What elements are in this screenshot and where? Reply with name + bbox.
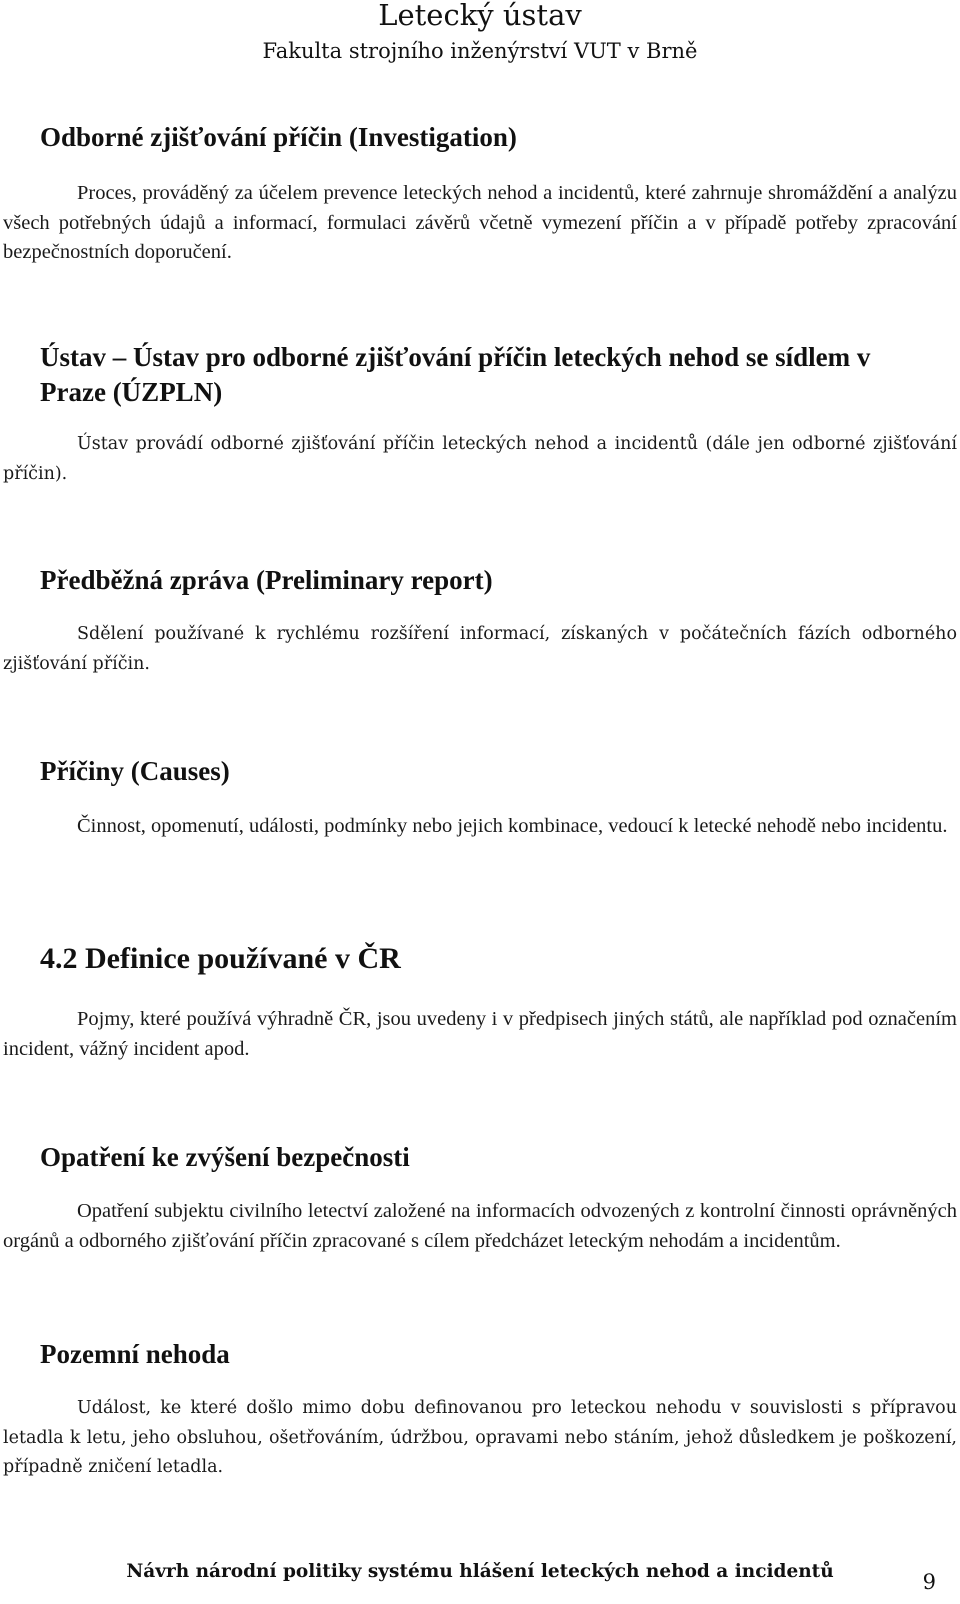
- document-title: Letecký ústav: [378, 0, 582, 32]
- section-text-ground-accident: Událost, ke které došlo mimo dobu definovanou pro leteckou nehodu v souvislosti s přípravou letadla k letu, jeho obsluhou, ošetřováním, údržbou, opravami nebo stáním, jehož důsledkem je poškození, případně zničení letadla.: [3, 1398, 957, 1477]
- section-text-definitions-cr: Pojmy, které používá výhradně ČR, jsou uvedeny i v předpisech jiných států, ale například pod označením incident, vážný incident apod.: [3, 1008, 957, 1060]
- section-heading-preliminary-report: Předběžná zpráva (Preliminary report): [40, 565, 493, 595]
- section-heading-definitions-cr: 4.2 Definice používané v ČR: [40, 942, 401, 975]
- footer-title: Návrh národní politiky systému hlášení leteckých nehod a incidentů: [126, 1561, 834, 1582]
- section-text-safety-measures: Opatření subjektu civilního letectví založené na informacích odvozených z kontrolní činnosti oprávněných orgánů a odborného zjišťování příčin zpracované s cílem předcházet leteckým nehodám a incidentům.: [3, 1200, 957, 1252]
- section-heading-ground-accident: Pozemní nehoda: [40, 1339, 230, 1369]
- section-heading-investigation: Odborné zjišťování příčin (Investigation): [40, 122, 517, 152]
- section-heading-safety-measures: Opatření ke zvýšení bezpečnosti: [40, 1142, 410, 1172]
- section-text-uzpln: Ústav provádí odborné zjišťování příčin leteckých nehod a incidentů (dále jen odborné zjišťování příčin).: [3, 434, 957, 484]
- page-number: 9: [922, 1570, 936, 1594]
- section-text-investigation: Proces, prováděný za účelem prevence leteckých nehod a incidentů, které zahrnuje shromáždění a analýzu všech potřebných údajů a informací, formulaci závěrů včetně vymezení příčin a v případě potřeby zpracování bezpečnostních doporučení.: [3, 182, 957, 263]
- section-text-causes: Činnost, opomenutí, události, podmínky nebo jejich kombinace, vedoucí k letecké nehodě nebo incidentu.: [77, 815, 948, 837]
- section-text-preliminary-report: Sdělení používané k rychlému rozšíření informací, získaných v počátečních fázích odborného zjišťování příčin.: [3, 624, 957, 674]
- section-heading-causes: Příčiny (Causes): [40, 756, 230, 786]
- section-heading-uzpln: Ústav – Ústav pro odborné zjišťování příčin leteckých nehod se sídlem v Praze (ÚZPLN): [40, 342, 871, 407]
- document-subtitle: Fakulta strojního inženýrství VUT v Brně: [262, 39, 698, 63]
